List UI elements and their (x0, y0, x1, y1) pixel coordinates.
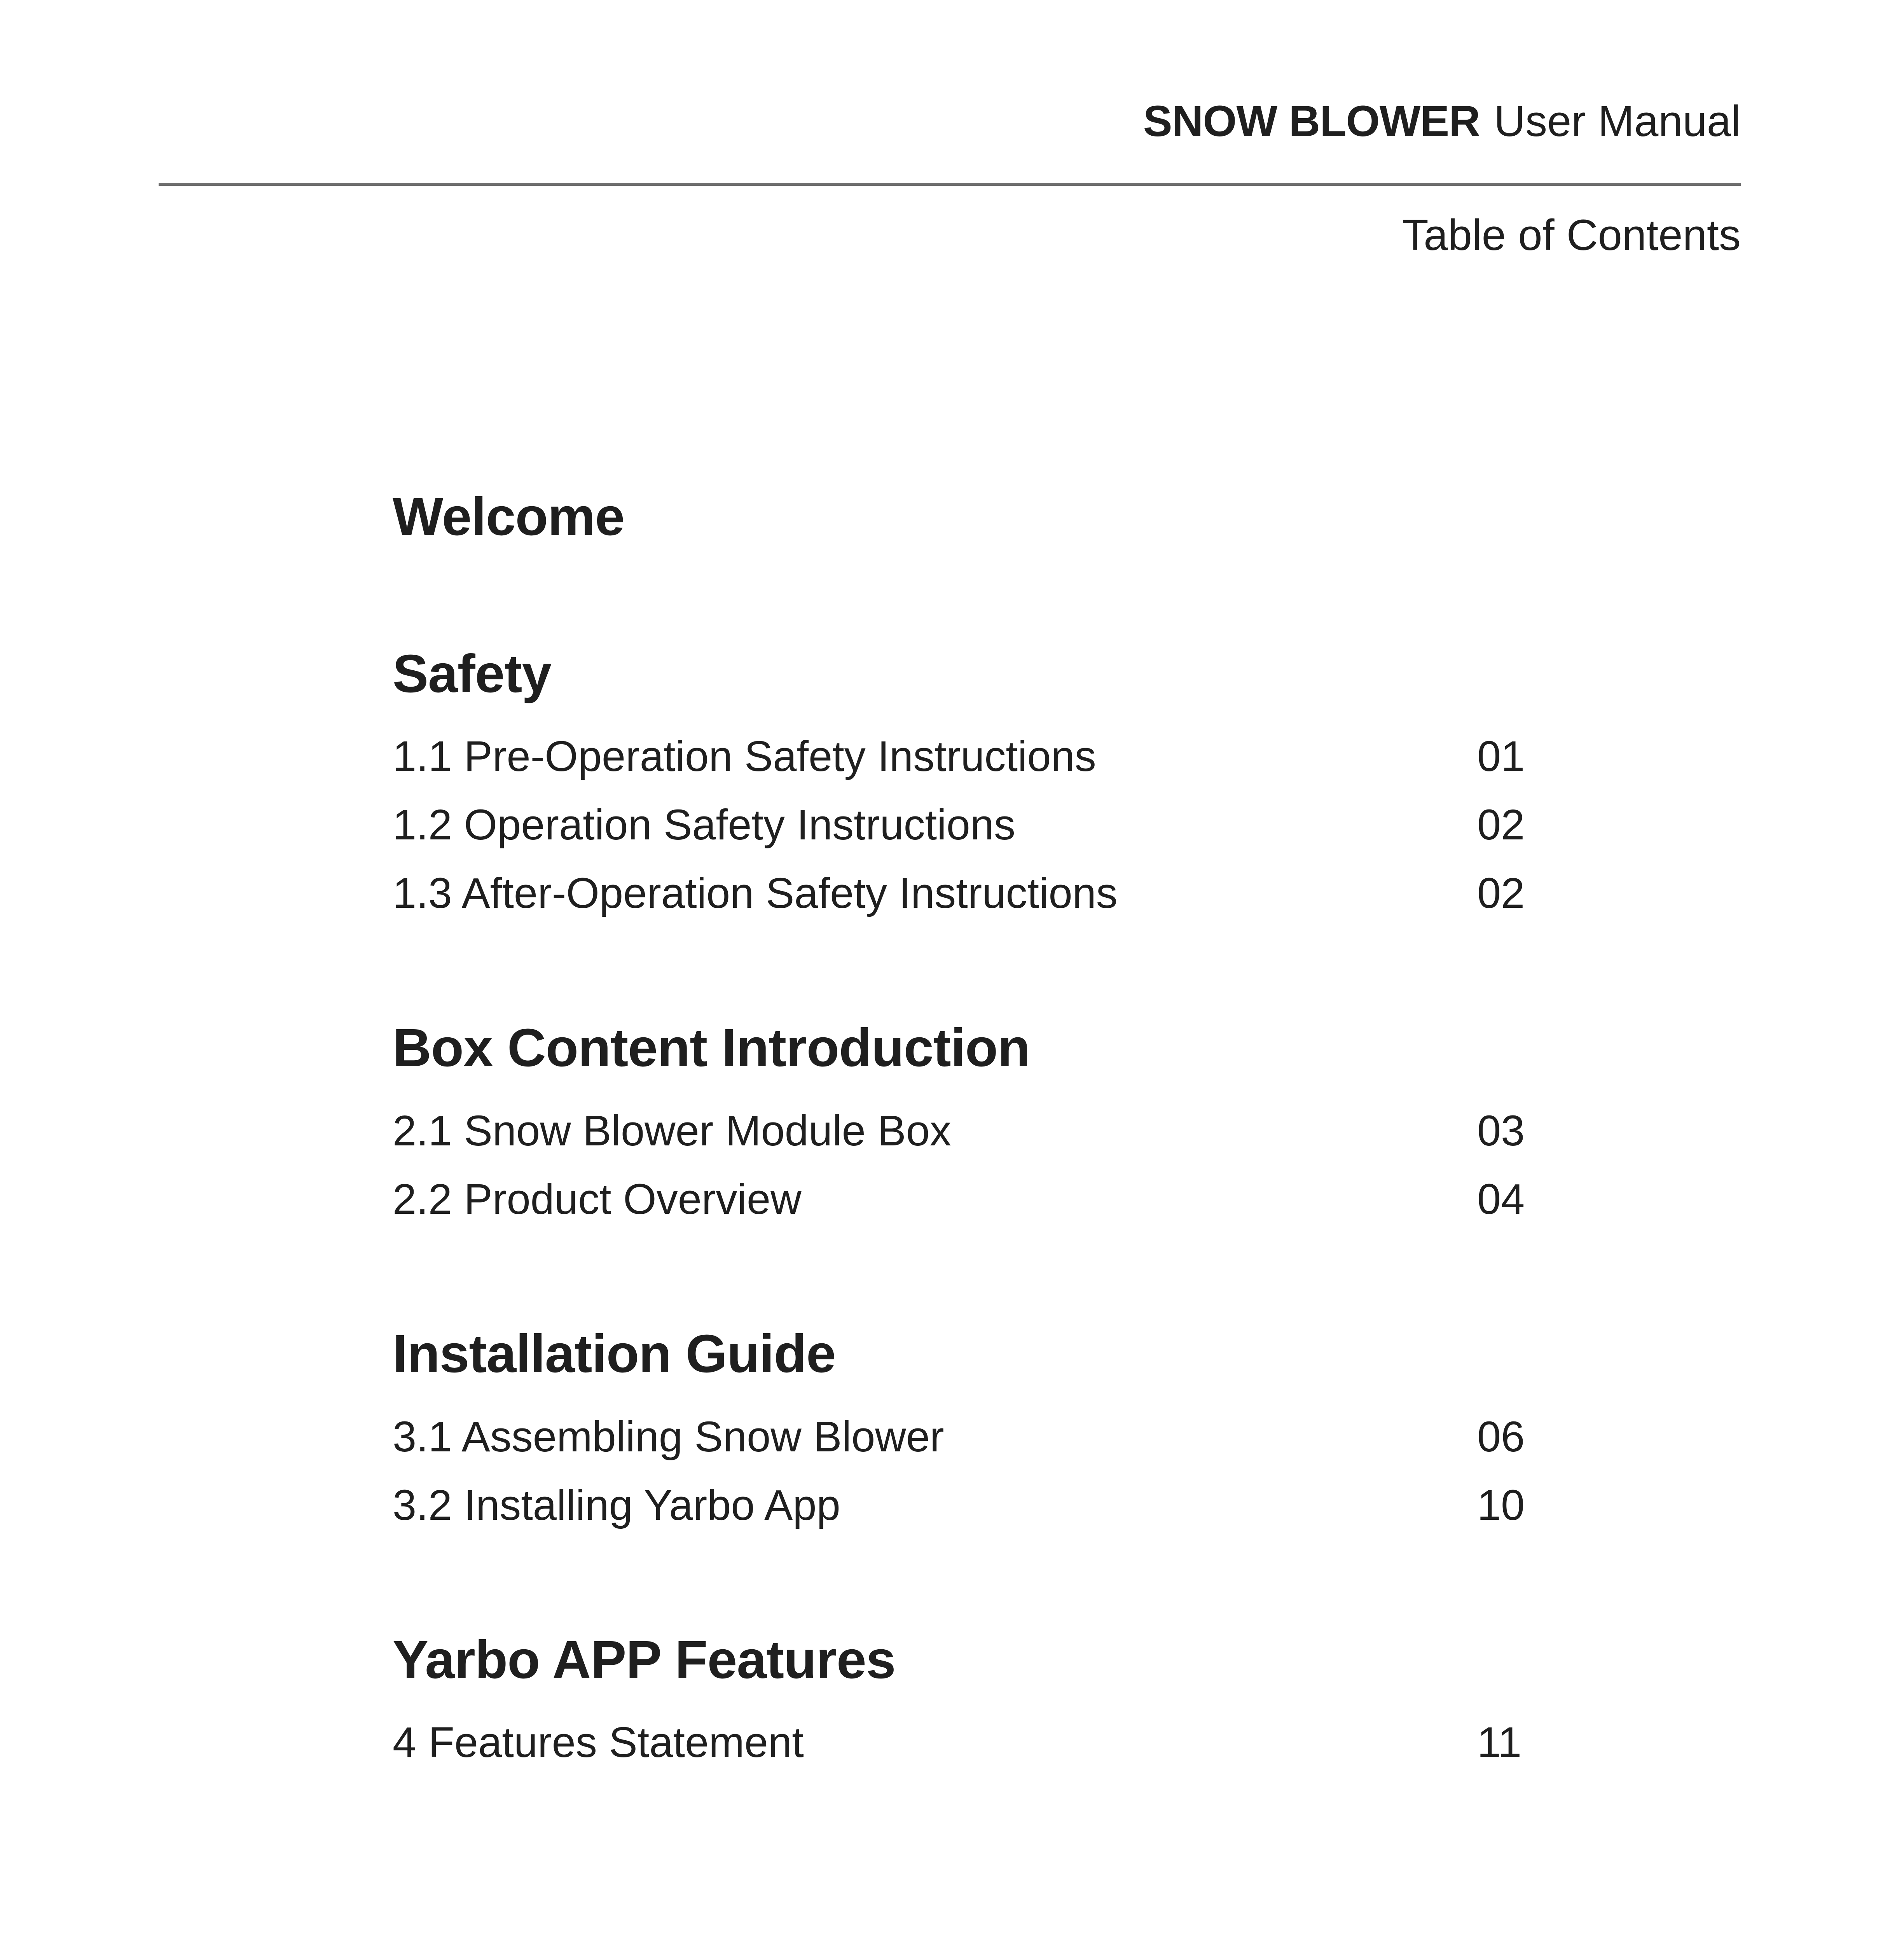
toc-entry-list (393, 722, 1535, 928)
toc-entry-list (393, 1097, 1535, 1234)
toc-entry[interactable] (393, 1403, 1535, 1471)
toc-heading-box-content[interactable]: Box Content Introduction (393, 1018, 1030, 1078)
toc-entry-title: 1.3 After-Operation Safety Instructions (393, 869, 1118, 918)
toc-entry-title: 2.2 Product Overview (393, 1175, 802, 1224)
toc-entry-page: 01 (1477, 732, 1525, 781)
toc-entry-title: 2.1 Snow Blower Module Box (393, 1107, 951, 1155)
toc-heading-app-features[interactable]: Yarbo APP Features (393, 1629, 896, 1690)
toc-entry[interactable] (393, 1097, 1535, 1165)
header-divider (159, 183, 1741, 186)
toc-heading-installation[interactable]: Installation Guide (393, 1324, 836, 1384)
toc-entry-title: 4 Features Statement (393, 1718, 804, 1767)
toc-section-installation (393, 1323, 1535, 1540)
product-name: SNOW BLOWER (1143, 97, 1480, 145)
toc-entry-title: 1.1 Pre-Operation Safety Instructions (393, 732, 1096, 781)
toc-entry-page: 03 (1477, 1107, 1525, 1155)
toc-entry-list (393, 1708, 1535, 1777)
document-type: User Manual (1494, 97, 1741, 145)
toc-entry-page: 02 (1477, 801, 1525, 849)
toc-section-box-content (393, 1017, 1535, 1234)
toc-entry-title: 3.2 Installing Yarbo App (393, 1481, 840, 1529)
toc-entry[interactable] (393, 859, 1535, 928)
toc-heading-safety[interactable]: Safety (393, 643, 552, 704)
toc-entry-page: 02 (1477, 869, 1525, 918)
toc-entry[interactable] (393, 1708, 1535, 1777)
toc-entry-title: 1.2 Operation Safety Instructions (393, 801, 1015, 849)
toc-entry-list (393, 1403, 1535, 1540)
toc-entry[interactable] (393, 1165, 1535, 1234)
toc-section-app-features (393, 1629, 1535, 1777)
section-label: Table of Contents (1402, 211, 1741, 259)
toc-entry[interactable] (393, 1471, 1535, 1540)
toc-entry[interactable] (393, 722, 1535, 791)
toc-entry-page: 06 (1477, 1413, 1525, 1461)
toc-entry[interactable] (393, 791, 1535, 859)
manual-title (1143, 97, 1741, 145)
toc-section-safety (393, 643, 1535, 928)
table-of-contents (393, 486, 1535, 1866)
toc-entry-page: 10 (1477, 1481, 1525, 1529)
toc-heading-welcome[interactable]: Welcome (393, 487, 625, 547)
toc-entry-page: 11 (1477, 1718, 1522, 1767)
toc-section-welcome (393, 486, 1535, 548)
toc-entry-title: 3.1 Assembling Snow Blower (393, 1413, 944, 1461)
toc-entry-page: 04 (1477, 1175, 1525, 1224)
